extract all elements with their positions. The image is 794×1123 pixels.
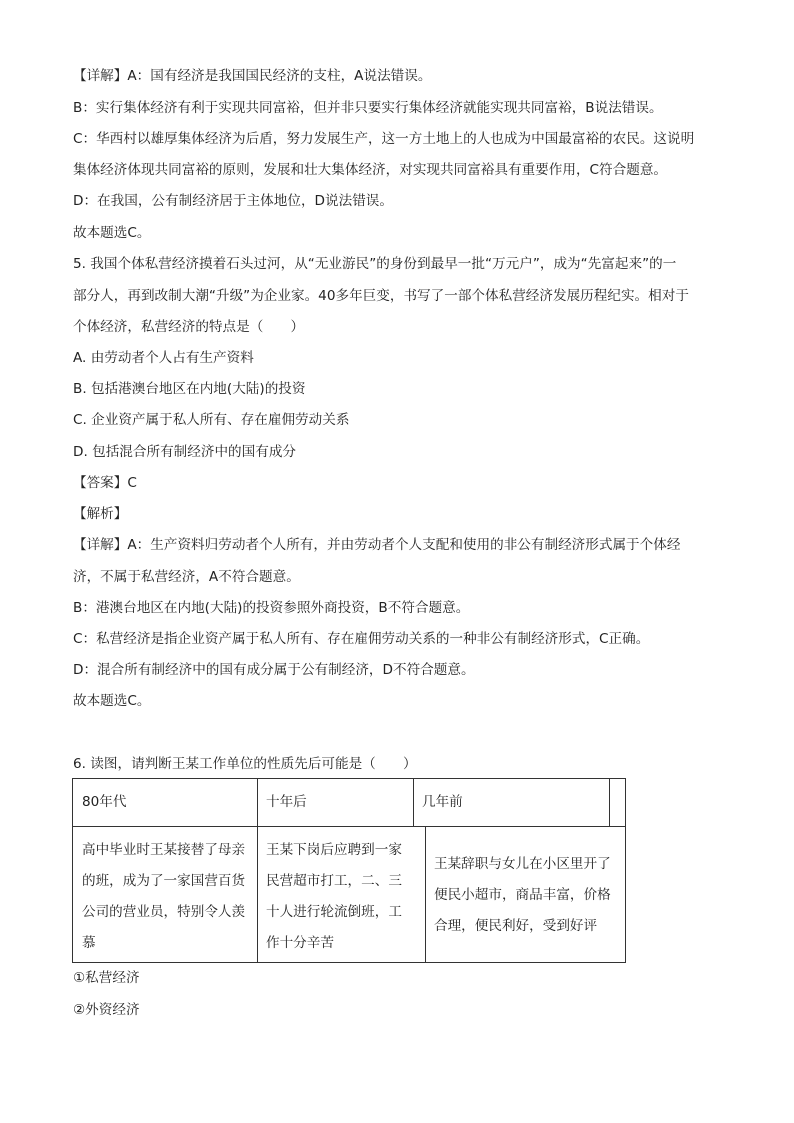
question-5-stem: 部分人，再到改制大潮“升级”为企业家。40多年巨变，书写了一部个体私营经济发展历程纪实。相对于 xyxy=(73,288,689,304)
table-header: 几年前 xyxy=(422,794,463,810)
text-line: D：混合所有制经济中的国有成分属于公有制经济，D不符合题意。 xyxy=(73,662,475,678)
text-line: C：华西村以雄厚集体经济为后盾，努力发展生产，这一方土地上的人也成为中国最富裕的农民。这说明 xyxy=(73,131,695,147)
question-5-stem: 个体经济，私营经济的特点是（ ） xyxy=(73,319,305,335)
analysis-heading: 【解析】 xyxy=(73,506,128,522)
question-6-stem: 6. 读图，请判断王某工作单位的性质先后可能是（ ） xyxy=(73,756,417,772)
table-cell-line: 慕 xyxy=(82,935,96,951)
text-line: 故本题选C。 xyxy=(73,225,151,241)
table-cell-line: 王某下岗后应聘到一家 xyxy=(266,842,402,858)
text-line: B：港澳台地区在内地(大陆)的投资参照外商投资，B不符合题意。 xyxy=(73,600,470,616)
option-item: ②外资经济 xyxy=(73,1002,140,1018)
text-line: C：私营经济是指企业资产属于私人所有、存在雇佣劳动关系的一种非公有制经济形式，C正确。 xyxy=(73,631,650,647)
text-line: 济，不属于私营经济，A不符合题意。 xyxy=(73,569,300,585)
table-cell-line: 便民小超市，商品丰富，价格 xyxy=(434,887,611,903)
text-line: 【详解】A：生产资料归劳动者个人所有，并由劳动者个人支配和使用的非公有制经济形式属于个体经 xyxy=(73,537,681,553)
text-line: D：在我国，公有制经济居于主体地位，D说法错误。 xyxy=(73,193,393,209)
table-header: 十年后 xyxy=(266,794,307,810)
answer: 【答案】C xyxy=(73,475,137,491)
table-cell-line: 作十分辛苦 xyxy=(266,935,334,951)
text-line: B：实行集体经济有利于实现共同富裕，但并非只要实行集体经济就能实现共同富裕，B说法错误。 xyxy=(73,100,663,116)
table-cell-line: 的班，成为了一家国营百货 xyxy=(82,873,246,889)
table-cell-line: 十人进行轮流倒班，工 xyxy=(266,904,402,920)
table-cell-line: 民营超市打工，二、三 xyxy=(266,873,402,889)
text-line: 【详解】A：国有经济是我国国民经济的支柱，A说法错误。 xyxy=(73,68,432,84)
text-line: 集体经济体现共同富裕的原则，发展和壮大集体经济，对实现共同富裕具有重要作用，C符合题意。 xyxy=(73,162,668,178)
option-d: D. 包括混合所有制经济中的国有成分 xyxy=(73,444,297,460)
option-a: A. 由劳动者个人占有生产资料 xyxy=(73,350,254,366)
option-c: C. 企业资产属于私人所有、存在雇佣劳动关系 xyxy=(73,412,350,428)
table-cell-line: 公司的营业员，特别令人羡 xyxy=(82,904,246,920)
table-cell-line: 高中毕业时王某接替了母亲 xyxy=(82,842,246,858)
table-header: 80年代 xyxy=(82,794,127,810)
question-5-stem: 5. 我国个体私营经济摸着石头过河，从“无业游民”的身份到最早一批“万元户”，成为“先富起来”的一 xyxy=(73,256,677,272)
table-cell-line: 合理，便民利好，受到好评 xyxy=(434,918,598,934)
work-history-table xyxy=(72,778,626,963)
table-cell-line: 王某辞职与女儿在小区里开了 xyxy=(434,856,611,872)
option-b: B. 包括港澳台地区在内地(大陆)的投资 xyxy=(73,381,306,397)
option-item: ①私营经济 xyxy=(73,970,140,986)
text-line: 故本题选C。 xyxy=(73,693,151,709)
